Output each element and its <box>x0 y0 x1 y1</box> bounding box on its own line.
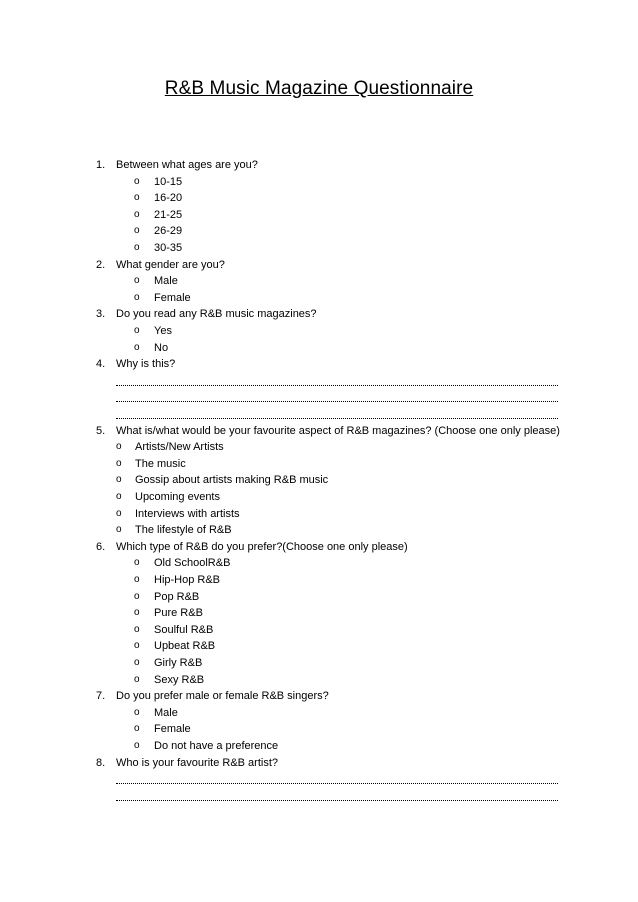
question-number: 8. <box>96 756 106 769</box>
option-label: The lifestyle of R&B <box>135 524 232 537</box>
question-number: 2. <box>96 258 106 271</box>
radio-bullet-icon[interactable]: o <box>116 524 122 536</box>
option-label: The music <box>135 457 186 470</box>
option-label: 16-20 <box>154 192 183 205</box>
radio-bullet-icon[interactable]: o <box>134 208 140 220</box>
radio-bullet-icon[interactable]: o <box>134 657 140 668</box>
radio-bullet-icon[interactable]: o <box>134 341 140 353</box>
radio-bullet-icon[interactable]: o <box>134 673 140 685</box>
radio-bullet-icon[interactable]: o <box>134 175 140 187</box>
question-number: 3. <box>96 308 106 321</box>
option-label: Soulful R&B <box>154 623 214 636</box>
option-label: Female <box>154 291 191 304</box>
answer-line[interactable] <box>116 787 558 801</box>
radio-bullet-icon[interactable]: o <box>116 491 122 502</box>
question-text: Which type of R&B do you prefer?(Choose one only please) <box>116 540 408 553</box>
radio-bullet-icon[interactable]: o <box>134 291 140 303</box>
radio-bullet-icon[interactable]: o <box>134 325 140 336</box>
option-label: Upcoming events <box>135 491 220 503</box>
option-label: 10-15 <box>154 175 183 188</box>
radio-bullet-icon[interactable]: o <box>134 275 140 287</box>
question-text: What is/what would be your favourite aspect of R&B magazines? (Choose one only please) <box>116 424 560 437</box>
option-label: 30-35 <box>154 242 183 254</box>
answer-line[interactable] <box>116 405 558 419</box>
option-label: Sexy R&B <box>154 673 205 686</box>
option-label: Male <box>154 706 178 719</box>
option-label: 26-29 <box>154 225 183 238</box>
option-label: Pop R&B <box>154 590 200 603</box>
option-label: 21-25 <box>154 208 183 221</box>
option-label: Do not have a preference <box>154 740 279 752</box>
radio-bullet-icon[interactable]: o <box>134 740 140 751</box>
radio-bullet-icon[interactable]: o <box>134 640 140 652</box>
option-label: Female <box>154 723 191 736</box>
question-text: What gender are you? <box>116 258 225 271</box>
answer-line[interactable] <box>116 372 558 386</box>
radio-bullet-icon[interactable]: o <box>134 225 140 237</box>
option-label: Hip-Hop R&B <box>154 574 221 586</box>
question-text: Do you read any R&B music magazines? <box>116 308 317 321</box>
question-number: 7. <box>96 690 106 703</box>
radio-bullet-icon[interactable]: o <box>134 242 140 253</box>
question-text: Between what ages are you? <box>116 159 258 171</box>
answer-line[interactable] <box>116 388 558 402</box>
option-label: Artists/New Artists <box>135 441 224 454</box>
question-text: Who is your favourite R&B artist? <box>116 756 279 769</box>
question-text: Do you prefer male or female R&B singers? <box>116 690 329 703</box>
question-number: 6. <box>96 540 106 553</box>
option-label: Girly R&B <box>154 657 203 669</box>
radio-bullet-icon[interactable]: o <box>116 474 122 486</box>
radio-bullet-icon[interactable]: o <box>134 607 140 619</box>
option-label: Yes <box>154 325 172 337</box>
radio-bullet-icon[interactable]: o <box>116 457 122 469</box>
question-number: 4. <box>96 358 106 371</box>
question-text: Why is this? <box>116 358 176 371</box>
radio-bullet-icon[interactable]: o <box>134 723 140 735</box>
radio-bullet-icon[interactable]: o <box>134 192 140 204</box>
page-title: R&B Music Magazine Questionnaire <box>164 78 474 99</box>
answer-line[interactable] <box>116 770 558 784</box>
option-label: No <box>154 341 169 354</box>
option-label: Old SchoolR&B <box>154 557 231 570</box>
radio-bullet-icon[interactable]: o <box>116 441 122 453</box>
option-label: Interviews with artists <box>135 507 240 520</box>
option-label: Pure R&B <box>154 607 203 620</box>
option-label: Male <box>154 275 178 288</box>
question-number: 5. <box>96 424 106 437</box>
radio-bullet-icon[interactable]: o <box>134 590 140 602</box>
radio-bullet-icon[interactable]: o <box>134 706 140 718</box>
question-number: 1. <box>96 159 106 171</box>
option-label: Upbeat R&B <box>154 640 216 653</box>
radio-bullet-icon[interactable]: o <box>134 557 140 569</box>
radio-bullet-icon[interactable]: o <box>134 623 140 635</box>
radio-bullet-icon[interactable]: o <box>116 507 122 519</box>
radio-bullet-icon[interactable]: o <box>134 574 140 585</box>
option-label: Gossip about artists making R&B music <box>135 474 329 487</box>
